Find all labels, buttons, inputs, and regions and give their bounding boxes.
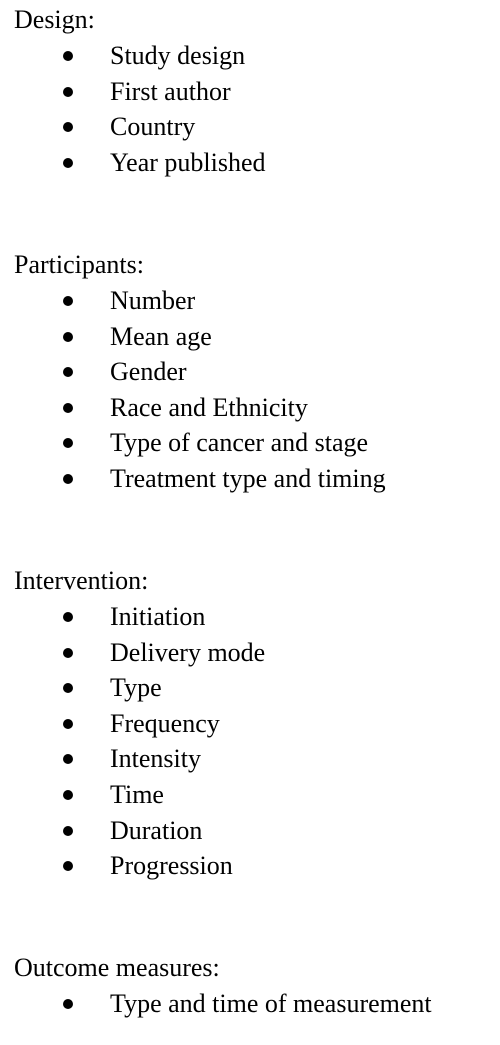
list-item-text: Delivery mode [110,637,266,667]
list-item [0,38,500,74]
section-heading: Intervention: [14,566,149,595]
list-item-text: Type of cancer and stage [110,428,369,458]
bullet-icon [63,296,73,306]
list-item [0,848,500,884]
list-item [0,145,500,181]
bullet-icon [63,122,73,132]
list-item [0,777,500,813]
bullet-icon [63,612,73,622]
bullet-icon [63,332,73,342]
list-item-text: Intensity [110,744,201,774]
list-item-text: Number [110,286,196,315]
list-item-text: Time [110,779,164,809]
bullet-list [0,986,500,1022]
list-item [0,354,500,390]
list-item-text: Race and Ethnicity [110,392,308,422]
bullet-icon [63,648,73,658]
list-item-text: Year published [110,147,266,177]
bullet-icon [63,158,73,168]
bullet-icon [63,790,73,800]
list-item [0,813,500,849]
list-item-text: Study design [110,41,246,70]
list-item-text: Gender [110,357,187,387]
list-item [0,461,500,497]
bullet-icon [63,367,73,377]
list-item-text: Country [110,112,196,142]
list-item [0,425,500,461]
list-item [0,706,500,742]
bullet-icon [63,719,73,729]
bullet-list [0,599,500,884]
bullet-icon [63,826,73,836]
list-item [0,635,500,671]
bullet-icon [63,87,73,97]
list-item-text: Type [110,673,162,703]
list-item-text: Mean age [110,321,212,351]
list-item-text: Duration [110,815,203,845]
list-item [0,283,500,319]
bullet-icon [63,861,73,871]
bullet-list [0,38,500,180]
list-item [0,741,500,777]
list-item-text: Progression [110,851,233,881]
bullet-icon [63,683,73,693]
section-heading: Design: [14,5,95,34]
bullet-icon [63,474,73,484]
list-item-text: Treatment type and timing [110,463,386,493]
bullet-icon [63,999,73,1009]
list-item-text: Frequency [110,708,220,738]
list-item [0,109,500,145]
list-item-text: Initiation [110,602,206,631]
list-item-text: Type and time of measurement [110,989,432,1018]
section-heading: Outcome measures: [14,953,220,982]
list-item [0,74,500,110]
list-item [0,390,500,426]
list-item [0,670,500,706]
bullet-icon [63,403,73,413]
list-item [0,599,500,635]
list-item-text: First author [110,76,231,106]
list-item [0,319,500,355]
bullet-icon [63,754,73,764]
bullet-icon [63,51,73,61]
section-heading: Participants: [14,250,144,279]
bullet-icon [63,438,73,448]
list-item [0,986,500,1022]
bullet-list [0,283,500,497]
